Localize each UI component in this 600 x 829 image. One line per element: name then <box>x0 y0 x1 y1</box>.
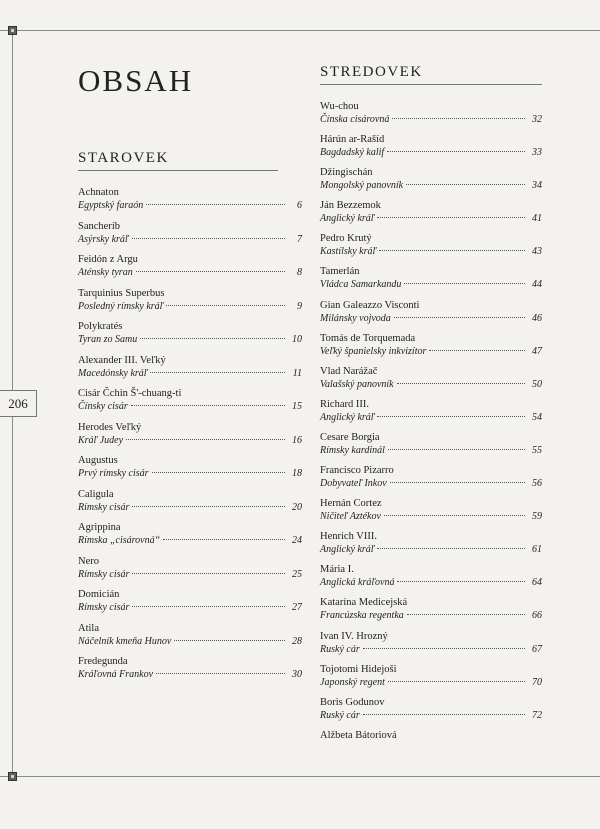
entry-subtitle: Rímsky cisár <box>78 501 130 513</box>
entry-name: Caligula <box>78 488 114 500</box>
toc-entry <box>320 497 542 530</box>
dot-leader <box>407 614 525 615</box>
toc-entry <box>78 253 302 287</box>
entry-page-number: 15 <box>292 401 302 412</box>
page-title: OBSAH <box>78 63 194 98</box>
entry-subtitle: Rímsky cisár <box>78 602 130 613</box>
entry-page-number: 61 <box>532 544 542 556</box>
toc-entry <box>78 387 302 421</box>
entry-subtitle: Rímsky cisár <box>78 568 130 580</box>
dot-leader <box>429 350 525 351</box>
entry-name: Herodes Veľký <box>78 421 142 433</box>
entry-name: Hernán Cortez <box>320 498 382 510</box>
toc-entry <box>78 287 302 321</box>
entry-page-number: 50 <box>532 378 542 390</box>
entry-line <box>320 543 542 556</box>
entry-page-number: 47 <box>532 345 542 357</box>
entry-line <box>78 601 302 614</box>
toc-entry <box>320 596 542 629</box>
dot-leader <box>132 606 285 607</box>
entry-subtitle: Asýrsky kráľ <box>78 233 129 245</box>
dot-leader <box>132 238 285 239</box>
dot-leader <box>140 338 285 339</box>
entry-name: Alexander III. Veľký <box>78 354 166 366</box>
toc-entry <box>78 488 302 522</box>
toc-entry <box>320 530 542 563</box>
section-heading-stredovek: STREDOVEK <box>320 64 542 85</box>
bottom-rule <box>0 776 600 777</box>
entry-page-number: 30 <box>292 669 302 680</box>
page-number: 206 <box>0 390 37 417</box>
entry-subtitle: Valašský panovník <box>320 378 394 390</box>
entry-subtitle: Francúzska regentka <box>320 610 404 622</box>
entry-line <box>320 576 542 589</box>
dot-leader <box>377 548 525 549</box>
entry-subtitle: Kráľovná Frankov <box>78 669 154 680</box>
entry-name: Džingischán <box>320 167 373 179</box>
dot-leader <box>131 405 285 406</box>
entry-line <box>78 668 302 681</box>
entry-name: Cesare Borgia <box>320 431 380 443</box>
entry-name: Tomás de Torquemada <box>320 332 416 344</box>
entry-name: Polykratés <box>78 321 123 332</box>
entry-subtitle: Kráľ Judey <box>78 434 124 446</box>
dot-leader <box>379 250 525 251</box>
dot-leader <box>152 472 285 473</box>
entry-subtitle: Dobyvateľ Inkov <box>320 478 387 490</box>
dot-leader <box>397 581 525 582</box>
entry-name: Sancheríb <box>78 220 120 232</box>
toc-entry <box>320 563 542 596</box>
entry-subtitle: Japonský regent <box>320 676 385 688</box>
entry-name: Alžbeta Bátoriová <box>320 729 397 741</box>
entry-page-number: 54 <box>532 411 542 423</box>
toc-entry <box>320 199 542 232</box>
entry-page-number: 70 <box>532 676 542 688</box>
entry-line <box>320 245 542 258</box>
entry-page-number: 7 <box>297 233 302 245</box>
toc-entry <box>320 365 542 398</box>
entry-subtitle: Posledný rímsky kráľ <box>78 300 164 312</box>
entry-name: Tamerlán <box>320 266 360 278</box>
entry-name: Gian Galeazzo Visconti <box>320 299 420 311</box>
toc-entry <box>78 421 302 455</box>
entry-line <box>320 146 542 159</box>
entry-name: Mária I. <box>320 564 354 576</box>
entry-page-number: 24 <box>292 535 302 546</box>
entry-line <box>320 378 542 391</box>
entry-page-number: 32 <box>532 114 542 125</box>
dot-leader <box>363 714 525 715</box>
dot-leader <box>166 305 285 306</box>
entry-line <box>78 233 302 246</box>
toc-entry <box>78 186 302 220</box>
section-heading-starovek: STAROVEK <box>78 150 278 171</box>
entry-line <box>78 501 302 514</box>
entry-subtitle: Náčelník kmeňa Hunov <box>78 635 172 647</box>
entry-subtitle: Čínsky cisár <box>78 401 128 412</box>
entry-page-number: 27 <box>292 602 302 613</box>
entry-subtitle: Vládca Samarkandu <box>320 279 402 291</box>
entry-line <box>78 400 302 413</box>
toc-entry <box>78 622 302 656</box>
entry-line <box>78 467 302 480</box>
dot-leader <box>377 416 525 417</box>
toc-entry <box>320 133 542 166</box>
entry-line <box>320 312 542 325</box>
entry-line <box>320 212 542 225</box>
toc-list-starovek <box>78 186 302 689</box>
entry-line <box>320 444 542 457</box>
entry-subtitle: Bagdadský kalif <box>320 147 385 159</box>
entry-page-number: 46 <box>532 312 542 324</box>
toc-entry <box>320 299 542 332</box>
entry-line <box>78 300 302 313</box>
entry-line <box>78 534 302 547</box>
toc-entry <box>320 663 542 696</box>
dot-leader <box>363 648 525 649</box>
entry-line <box>320 609 542 622</box>
entry-name: Wu-chou <box>320 101 359 112</box>
entry-name: Ján Bezzemok <box>320 200 381 212</box>
entry-name: Francisco Pizarro <box>320 465 394 477</box>
entry-line <box>320 179 542 192</box>
corner-square-icon <box>8 26 17 35</box>
dot-leader <box>397 383 525 384</box>
entry-name: Boris Godunov <box>320 696 385 708</box>
entry-subtitle: Mongolský panovník <box>320 180 404 192</box>
entry-line <box>320 411 542 424</box>
entry-name: Feidón z Argu <box>78 254 138 265</box>
dot-leader <box>132 573 285 574</box>
dot-leader <box>392 118 525 119</box>
entry-name: Hárún ar-Rašíd <box>320 134 385 146</box>
dot-leader <box>163 539 285 540</box>
entry-line <box>78 367 302 380</box>
toc-entry <box>320 696 542 729</box>
toc-entry <box>320 729 542 762</box>
toc-entry <box>320 332 542 365</box>
entry-name: Nero <box>78 555 99 567</box>
toc-entry <box>78 454 302 488</box>
entry-line <box>320 643 542 656</box>
entry-name: Fredegunda <box>78 656 128 667</box>
corner-square-icon <box>8 772 17 781</box>
entry-name: Tarquinius Superbus <box>78 287 165 299</box>
entry-name: Henrich VIII. <box>320 531 377 543</box>
entry-line <box>78 199 302 212</box>
entry-line <box>320 709 542 722</box>
toc-entry <box>78 521 302 555</box>
dot-leader <box>384 515 525 516</box>
dot-leader <box>132 506 285 507</box>
toc-entry <box>320 630 542 663</box>
dot-leader <box>388 681 525 682</box>
entry-line <box>320 510 542 523</box>
dot-leader <box>387 151 525 152</box>
entry-page-number: 33 <box>532 147 542 159</box>
dot-leader <box>146 204 285 205</box>
entry-subtitle: Macedónsky kráľ <box>78 367 148 379</box>
entry-name: Atila <box>78 622 99 634</box>
entry-name: Katarína Medicejská <box>320 597 408 609</box>
entry-name: Augustus <box>78 455 118 466</box>
dot-leader <box>406 184 525 185</box>
entry-page-number: 43 <box>532 246 542 258</box>
entry-line <box>320 278 542 291</box>
toc-entry <box>78 555 302 589</box>
dot-leader <box>150 372 285 373</box>
entry-line <box>320 345 542 358</box>
toc-entry <box>78 588 302 622</box>
entry-page-number: 41 <box>532 213 542 225</box>
dot-leader <box>156 673 285 674</box>
dot-leader <box>377 217 525 218</box>
entry-page-number: 59 <box>532 511 542 523</box>
entry-line <box>78 635 302 648</box>
entry-page-number: 66 <box>532 610 542 622</box>
entry-page-number: 18 <box>292 468 302 479</box>
entry-subtitle: Tyran zo Samu <box>78 334 138 345</box>
entry-name: Cisár Čchin Š'-chuang-ti <box>78 388 182 399</box>
entry-page-number: 56 <box>532 478 542 490</box>
toc-entry <box>320 166 542 199</box>
dot-leader <box>126 439 285 440</box>
toc-entry <box>78 220 302 254</box>
top-rule <box>0 30 600 31</box>
dot-leader <box>388 449 525 450</box>
entry-subtitle: Anglický kráľ <box>320 544 375 556</box>
entry-subtitle: Anglický kráľ <box>320 411 375 423</box>
entry-subtitle: Kastílsky kráľ <box>320 246 377 258</box>
entry-subtitle: Veľký španielsky inkvizítor <box>320 345 427 357</box>
entry-page-number: 11 <box>292 367 302 379</box>
entry-page-number: 8 <box>297 267 302 278</box>
dot-leader <box>390 482 525 483</box>
entry-line <box>78 434 302 447</box>
toc-entry <box>320 100 542 133</box>
entry-name: Ivan IV. Hrozný <box>320 630 388 642</box>
entry-line <box>320 113 542 126</box>
entry-subtitle: Prvý rímsky cisár <box>78 468 149 479</box>
toc-entry <box>320 464 542 497</box>
entry-page-number: 72 <box>532 709 542 721</box>
toc-entry <box>78 655 302 689</box>
entry-page-number: 16 <box>292 434 302 446</box>
entry-page-number: 9 <box>297 300 302 312</box>
entry-page-number: 55 <box>532 444 542 456</box>
entry-name: Achnaton <box>78 187 119 198</box>
toc-entry <box>78 320 302 354</box>
entry-page-number: 67 <box>532 643 542 655</box>
dot-leader <box>136 271 285 272</box>
entry-subtitle: Anglický kráľ <box>320 213 375 225</box>
entry-name: Pedro Krutý <box>320 233 372 245</box>
entry-page-number: 6 <box>297 200 302 211</box>
toc-entry <box>320 431 542 464</box>
toc-entry <box>78 354 302 388</box>
entry-name: Richard III. <box>320 398 369 410</box>
dot-leader <box>394 317 525 318</box>
toc-entry <box>320 232 542 265</box>
entry-name: Vlad Narážač <box>320 365 378 377</box>
entry-subtitle: Ruský cár <box>320 643 360 655</box>
toc-entry <box>320 265 542 298</box>
entry-subtitle: Anglická kráľovná <box>320 577 395 589</box>
toc-list-stredovek <box>320 100 542 762</box>
entry-page-number: 44 <box>532 279 542 291</box>
entry-line <box>78 333 302 346</box>
entry-line <box>320 477 542 490</box>
entry-page-number: 28 <box>292 635 302 647</box>
entry-name: Domicián <box>78 589 120 600</box>
entry-page-number: 10 <box>292 334 302 345</box>
toc-entry <box>320 398 542 431</box>
entry-line <box>320 676 542 689</box>
entry-line <box>78 266 302 279</box>
entry-subtitle: Rímska „cisárovná“ <box>78 535 161 546</box>
entry-subtitle: Ruský cár <box>320 709 360 721</box>
entry-subtitle: Ničiteľ Aztékov <box>320 511 381 523</box>
entry-subtitle: Egyptský faraón <box>78 200 144 211</box>
entry-subtitle: Aténsky tyran <box>78 267 133 278</box>
entry-page-number: 64 <box>532 577 542 589</box>
entry-subtitle: Čínska cisárovná <box>320 114 390 125</box>
dot-leader <box>174 640 285 641</box>
entry-subtitle: Rímsky kardinál <box>320 444 385 456</box>
entry-page-number: 20 <box>292 501 302 513</box>
entry-line <box>78 568 302 581</box>
entry-subtitle: Milánsky vojvoda <box>320 312 391 324</box>
entry-name: Tojotomi Hidejoši <box>320 663 397 675</box>
entry-page-number: 34 <box>532 180 542 192</box>
dot-leader <box>404 283 525 284</box>
entry-page-number: 25 <box>292 568 302 580</box>
entry-name: Agrippina <box>78 522 121 533</box>
